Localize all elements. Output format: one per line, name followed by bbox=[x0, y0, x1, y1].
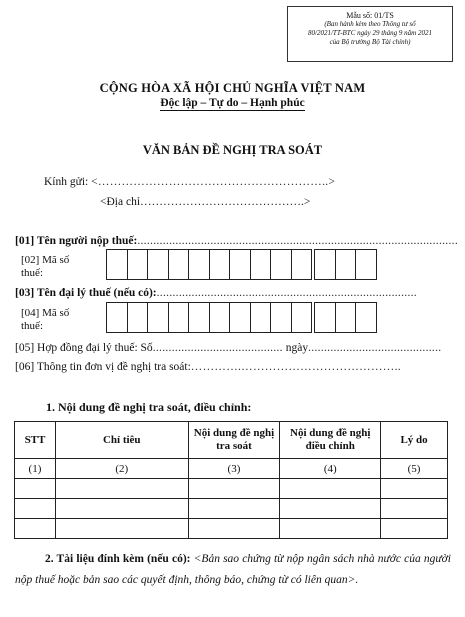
agent-tin-suffix-cells[interactable] bbox=[314, 302, 376, 333]
agency-contract-date-label: ngày bbox=[285, 342, 309, 354]
taxpayer-tin-label-line1: [02] Mã số bbox=[21, 254, 70, 266]
agent-name-row bbox=[15, 287, 417, 299]
section2-paragraph bbox=[15, 549, 451, 591]
recipient-address-field[interactable]: <Địa chỉ…………………………………….> bbox=[100, 196, 311, 208]
taxpayer-name-label: [01] Tên người nộp thuế: bbox=[15, 235, 138, 247]
table-number-row bbox=[15, 459, 448, 479]
form-note-line-1: (Ban hành kèm theo Thông tư số bbox=[324, 20, 416, 28]
table-row[interactable] bbox=[15, 519, 448, 539]
col-header-adjust-content: Nội dung đề nghị điều chỉnh bbox=[280, 422, 381, 459]
col-header-reason: Lý do bbox=[381, 422, 448, 459]
requesting-unit-row bbox=[15, 361, 401, 373]
section2-content: <Bản sao chứng từ nộp ngân sách nhà nước của người nộp thuế hoặc bản sao các quyết định, thông báo, chứng từ có liên quan>. bbox=[15, 553, 452, 586]
agency-contract-row bbox=[15, 342, 441, 354]
col-number: (3) bbox=[188, 459, 280, 479]
agent-name-field[interactable]: .................................................................................. bbox=[156, 287, 417, 299]
recipient-label: Kính gửi: bbox=[44, 176, 89, 188]
col-header-review-content: Nội dung đề nghị tra soát bbox=[188, 422, 280, 459]
agency-contract-label: [05] Hợp đồng đại lý thuế: Số bbox=[15, 342, 153, 354]
col-number: (2) bbox=[55, 459, 188, 479]
agent-tin-label-line2: thuế: bbox=[21, 320, 43, 332]
table-header-row bbox=[15, 422, 448, 459]
motto-text: Độc lập – Tự do – Hạnh phúc bbox=[160, 97, 305, 109]
requesting-unit-label: [06] Thông tin đơn vị đề nghị tra soát: bbox=[15, 361, 191, 373]
section2-heading: 2. Tài liệu đính kèm (nếu có): bbox=[45, 553, 191, 565]
form-note-line-3: của Bộ trưởng Bộ Tài chính) bbox=[329, 38, 411, 46]
table-row[interactable] bbox=[15, 479, 448, 499]
col-header-stt: STT bbox=[15, 422, 56, 459]
republic-heading: CỘNG HÒA XÃ HỘI CHỦ NGHĨA VIỆT NAM bbox=[99, 81, 366, 95]
section1-heading: 1. Nội dung đề nghị tra soát, điều chỉnh: bbox=[46, 400, 252, 414]
taxpayer-name-row bbox=[15, 235, 458, 247]
form-code-box bbox=[287, 6, 453, 62]
adjustment-table bbox=[14, 421, 448, 539]
form-note-line-2: 80/2021/TT-BTC ngày 29 tháng 9 năm 2021 bbox=[308, 29, 432, 37]
table-row[interactable] bbox=[15, 499, 448, 519]
agency-contract-date-field[interactable]: .......................................... bbox=[308, 342, 442, 354]
taxpayer-tin-suffix-cells[interactable] bbox=[314, 249, 376, 280]
col-number: (5) bbox=[381, 459, 448, 479]
agent-tin-label bbox=[21, 307, 69, 333]
col-number: (4) bbox=[280, 459, 381, 479]
document-title: VĂN BẢN ĐỀ NGHỊ TRA SOÁT bbox=[142, 143, 323, 157]
col-number: (1) bbox=[15, 459, 56, 479]
taxpayer-tin-cells[interactable] bbox=[106, 249, 311, 280]
form-code: Mẫu số: 01/TS bbox=[346, 11, 394, 20]
taxpayer-tin-label-line2: thuế: bbox=[21, 267, 43, 279]
motto-heading bbox=[0, 97, 465, 109]
agency-contract-number-field[interactable]: ......................................... bbox=[152, 342, 283, 354]
agent-name-label: [03] Tên đại lý thuế (nếu có): bbox=[15, 287, 157, 299]
col-header-criteria: Chỉ tiêu bbox=[55, 422, 188, 459]
taxpayer-tin-label bbox=[21, 254, 69, 280]
taxpayer-name-field[interactable]: ..................................................................................................... bbox=[137, 235, 459, 247]
recipient-line bbox=[44, 176, 335, 188]
requesting-unit-field[interactable]: ………….………………………………….. bbox=[190, 361, 401, 373]
agent-tin-cells[interactable] bbox=[106, 302, 311, 333]
recipient-name-field[interactable]: <…………………………………………………..> bbox=[91, 176, 336, 188]
agent-tin-label-line1: [04] Mã số bbox=[21, 307, 70, 319]
